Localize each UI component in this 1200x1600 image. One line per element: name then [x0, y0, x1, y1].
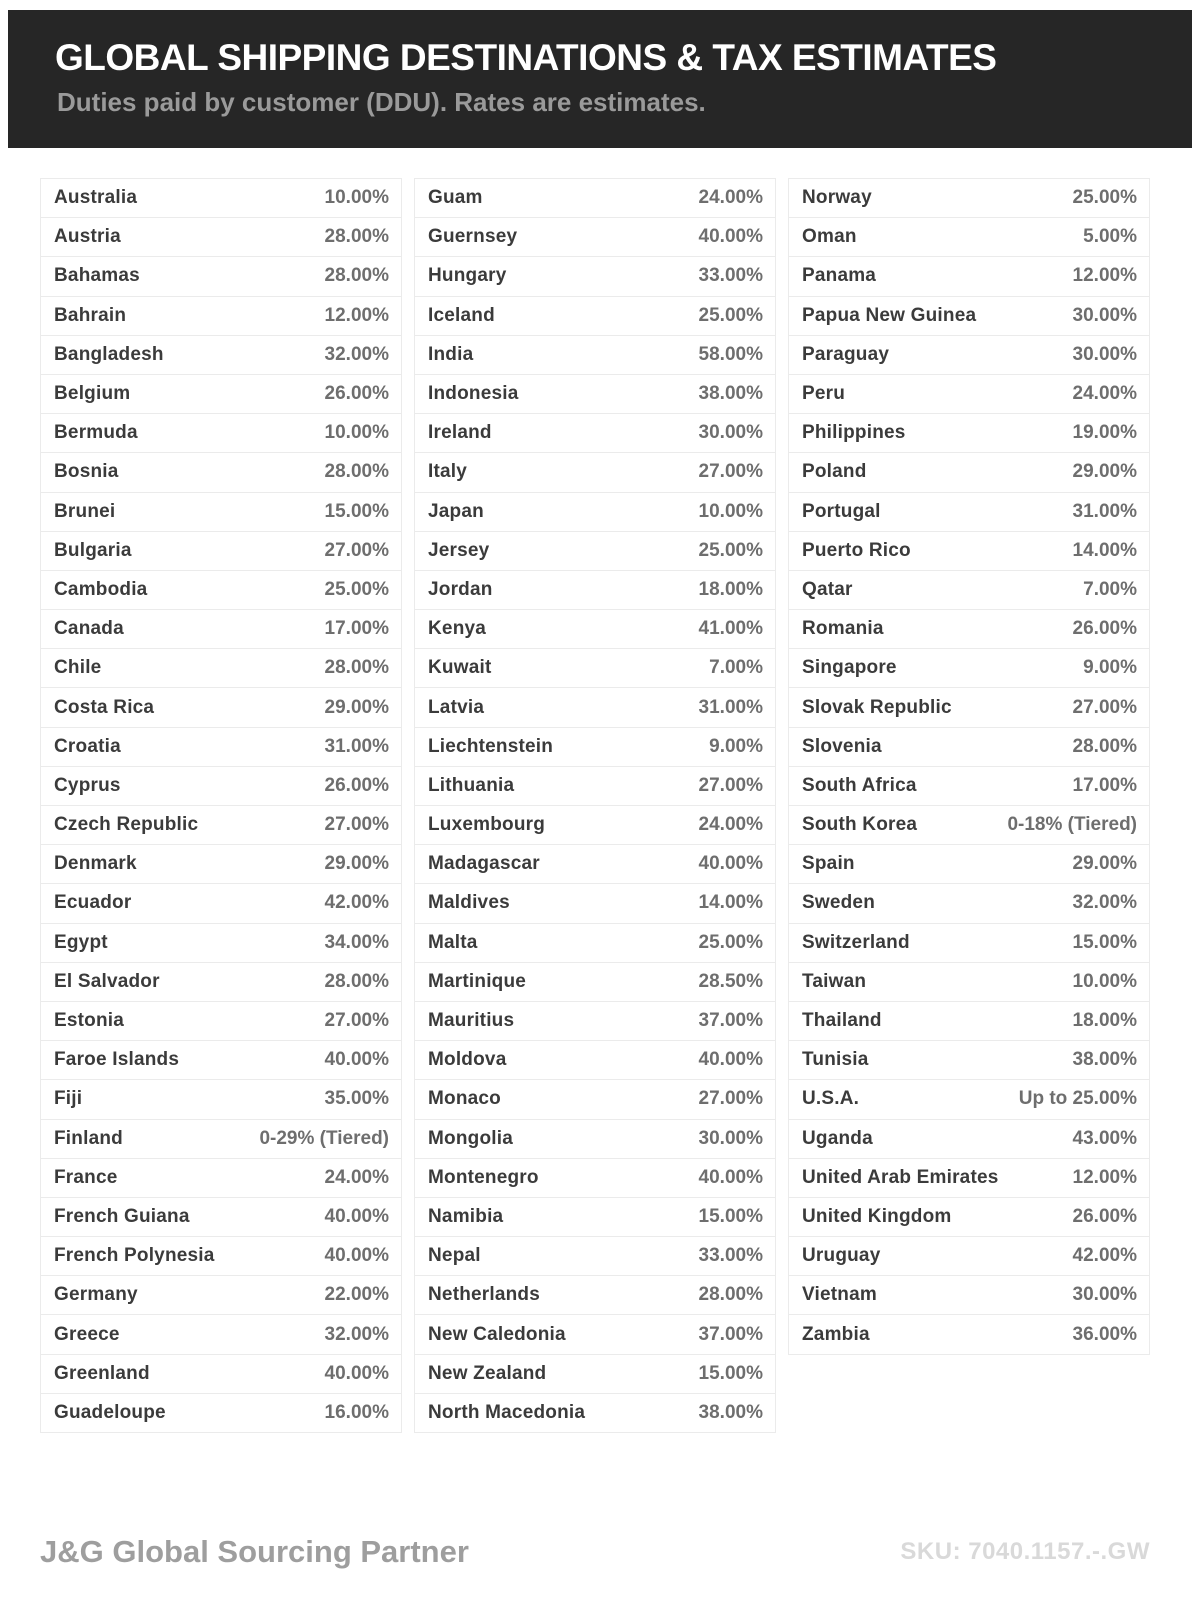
tax-rate: 34.00%: [324, 931, 389, 953]
country-name: Norway: [802, 187, 872, 209]
tax-rate: 0-29% (Tiered): [259, 1127, 389, 1149]
country-row: [415, 1198, 775, 1237]
country-name: Guam: [428, 187, 483, 209]
tax-rate: 33.00%: [698, 265, 763, 287]
country-name: Guernsey: [428, 226, 518, 248]
country-name: Cyprus: [54, 774, 121, 796]
tax-rate: 27.00%: [324, 1010, 389, 1032]
country-row: [415, 1237, 775, 1276]
country-row: [789, 649, 1149, 688]
country-row: [415, 414, 775, 453]
country-row: [415, 493, 775, 532]
country-row: [415, 336, 775, 375]
country-name: Poland: [802, 461, 867, 483]
tax-rate: 27.00%: [324, 814, 389, 836]
tax-rate: 27.00%: [324, 539, 389, 561]
country-row: [789, 532, 1149, 571]
country-row: [789, 806, 1149, 845]
country-row: [41, 257, 401, 296]
tax-rate: 29.00%: [324, 853, 389, 875]
tax-rate: 25.00%: [698, 539, 763, 561]
country-row: [41, 924, 401, 963]
country-name: India: [428, 343, 474, 365]
country-row: [789, 610, 1149, 649]
country-name: Monaco: [428, 1088, 501, 1110]
country-row: [41, 336, 401, 375]
country-row: [41, 1041, 401, 1080]
tax-rate: 14.00%: [1072, 539, 1137, 561]
tax-rate: 12.00%: [1072, 265, 1137, 287]
tax-rate: 15.00%: [698, 1205, 763, 1227]
tax-rate: 26.00%: [324, 774, 389, 796]
tax-rate: 28.00%: [324, 461, 389, 483]
country-name: Australia: [54, 187, 138, 209]
country-name: Jordan: [428, 578, 493, 600]
country-name: Lithuania: [428, 774, 515, 796]
tax-rate: 7.00%: [1083, 578, 1137, 600]
country-name: Moldova: [428, 1049, 507, 1071]
tax-rate: 40.00%: [324, 1245, 389, 1267]
country-name: Mongolia: [428, 1127, 513, 1149]
country-name: France: [54, 1166, 118, 1188]
tax-rate: 25.00%: [698, 304, 763, 326]
tax-rate: 40.00%: [698, 226, 763, 248]
tax-rate: 24.00%: [698, 187, 763, 209]
country-name: Vietnam: [802, 1284, 877, 1306]
tax-rate: 15.00%: [1072, 931, 1137, 953]
tax-rate: 25.00%: [324, 578, 389, 600]
country-name: Fiji: [54, 1088, 83, 1110]
tax-rate: 27.00%: [1072, 696, 1137, 718]
country-name: Bosnia: [54, 461, 119, 483]
country-name: Mauritius: [428, 1010, 515, 1032]
country-row: [789, 414, 1149, 453]
sku-label: SKU: 7040.1157.-.GW: [900, 1538, 1150, 1565]
country-row: [415, 610, 775, 649]
tax-rate: 10.00%: [324, 422, 389, 444]
country-name: Singapore: [802, 657, 897, 679]
country-name: New Zealand: [428, 1362, 547, 1384]
country-name: Brunei: [54, 500, 116, 522]
country-row: [41, 297, 401, 336]
country-row: [789, 336, 1149, 375]
tax-rate: 30.00%: [1072, 1284, 1137, 1306]
tax-rate: 58.00%: [698, 343, 763, 365]
tax-rate: 38.00%: [698, 1401, 763, 1423]
country-row: [41, 728, 401, 767]
country-row: [789, 1002, 1149, 1041]
country-name: Japan: [428, 500, 484, 522]
country-name: Cambodia: [54, 578, 148, 600]
country-row: [415, 649, 775, 688]
tax-rate: 29.00%: [1072, 853, 1137, 875]
country-name: Ireland: [428, 422, 492, 444]
tax-rate: 17.00%: [1072, 774, 1137, 796]
tax-rate: 10.00%: [1072, 970, 1137, 992]
country-row: [41, 493, 401, 532]
tax-rate: 40.00%: [324, 1362, 389, 1384]
country-row: [789, 924, 1149, 963]
country-name: Bahamas: [54, 265, 140, 287]
country-row: [789, 1198, 1149, 1237]
tax-rate: 28.00%: [324, 265, 389, 287]
country-row: [41, 1002, 401, 1041]
tax-rate: 28.00%: [698, 1284, 763, 1306]
country-row: [41, 1355, 401, 1394]
country-row: [789, 963, 1149, 1002]
country-name: Croatia: [54, 735, 121, 757]
tax-rate: 27.00%: [698, 461, 763, 483]
tax-rate: 28.50%: [698, 970, 763, 992]
country-name: Portugal: [802, 500, 881, 522]
country-name: Bahrain: [54, 304, 127, 326]
tax-rate: 19.00%: [1072, 422, 1137, 444]
country-row: [41, 610, 401, 649]
country-name: Oman: [802, 226, 857, 248]
country-row: [415, 845, 775, 884]
country-name: Czech Republic: [54, 814, 199, 836]
country-row: [41, 806, 401, 845]
tax-rate: 35.00%: [324, 1088, 389, 1110]
country-name: Finland: [54, 1127, 123, 1149]
tax-rate: 32.00%: [1072, 892, 1137, 914]
country-row: [415, 453, 775, 492]
country-name: Guadeloupe: [54, 1401, 166, 1423]
country-name: Iceland: [428, 304, 495, 326]
tax-rate: 37.00%: [698, 1323, 763, 1345]
country-row: [41, 571, 401, 610]
country-name: Philippines: [802, 422, 906, 444]
tax-rate: 5.00%: [1083, 226, 1137, 248]
country-row: [789, 1159, 1149, 1198]
country-name: United Arab Emirates: [802, 1166, 999, 1188]
country-name: Puerto Rico: [802, 539, 911, 561]
country-row: [789, 218, 1149, 257]
country-name: Canada: [54, 618, 124, 640]
country-row: [41, 1080, 401, 1119]
country-row: [415, 532, 775, 571]
tax-rate: 40.00%: [698, 1166, 763, 1188]
tax-rate: 26.00%: [1072, 618, 1137, 640]
country-row: [789, 884, 1149, 923]
country-name: Martinique: [428, 970, 527, 992]
tax-rate: 24.00%: [324, 1166, 389, 1188]
country-name: Peru: [802, 383, 846, 405]
country-row: [415, 1315, 775, 1354]
country-row: [41, 1120, 401, 1159]
tax-rate: 14.00%: [698, 892, 763, 914]
country-row: [41, 179, 401, 218]
country-name: Taiwan: [802, 970, 867, 992]
country-name: North Macedonia: [428, 1401, 586, 1423]
tax-rate: 16.00%: [324, 1401, 389, 1423]
country-row: [415, 1120, 775, 1159]
tax-rate: 37.00%: [698, 1010, 763, 1032]
country-row: [41, 649, 401, 688]
country-name: Egypt: [54, 931, 108, 953]
country-row: [789, 1276, 1149, 1315]
country-name: Madagascar: [428, 853, 540, 875]
tax-rate: 40.00%: [698, 853, 763, 875]
country-row: [415, 1041, 775, 1080]
country-row: [415, 688, 775, 727]
country-name: New Caledonia: [428, 1323, 566, 1345]
country-name: Maldives: [428, 892, 510, 914]
tax-rate: 15.00%: [698, 1362, 763, 1384]
country-row: [41, 884, 401, 923]
country-row: [415, 218, 775, 257]
country-row: [41, 845, 401, 884]
country-row: [41, 1315, 401, 1354]
country-row: [41, 688, 401, 727]
country-name: Ecuador: [54, 892, 132, 914]
header-banner: [8, 10, 1192, 148]
tax-rate: 22.00%: [324, 1284, 389, 1306]
country-row: [415, 179, 775, 218]
country-name: Namibia: [428, 1205, 504, 1227]
country-row: [789, 688, 1149, 727]
country-name: Nepal: [428, 1245, 481, 1267]
country-name: Netherlands: [428, 1284, 541, 1306]
country-row: [789, 375, 1149, 414]
tax-rate: 27.00%: [698, 774, 763, 796]
country-name: French Polynesia: [54, 1245, 215, 1267]
country-row: [789, 845, 1149, 884]
country-row: [789, 1080, 1149, 1119]
country-name: Liechtenstein: [428, 735, 554, 757]
tax-rate: 26.00%: [1072, 1205, 1137, 1227]
tax-rate: 18.00%: [698, 578, 763, 600]
country-row: [415, 884, 775, 923]
page-footer: [40, 1534, 1150, 1570]
country-name: Panama: [802, 265, 877, 287]
country-name: Kuwait: [428, 657, 492, 679]
tax-rate: 12.00%: [1072, 1166, 1137, 1188]
tax-rate: 0-18% (Tiered): [1007, 814, 1137, 836]
country-name: Paraguay: [802, 343, 890, 365]
country-row: [789, 728, 1149, 767]
tax-rate: 9.00%: [709, 735, 763, 757]
country-row: [415, 257, 775, 296]
country-name: Bermuda: [54, 422, 138, 444]
country-name: Bulgaria: [54, 539, 132, 561]
country-row: [415, 924, 775, 963]
country-name: Qatar: [802, 578, 853, 600]
country-row: [41, 767, 401, 806]
country-row: [415, 1159, 775, 1198]
tax-rate: 40.00%: [698, 1049, 763, 1071]
tax-rate: 27.00%: [698, 1088, 763, 1110]
country-name: Hungary: [428, 265, 507, 287]
country-name: Costa Rica: [54, 696, 155, 718]
tax-rate: 30.00%: [698, 1127, 763, 1149]
rates-column-3: [788, 178, 1150, 1355]
country-name: French Guiana: [54, 1205, 190, 1227]
country-row: [415, 375, 775, 414]
country-name: Greenland: [54, 1362, 150, 1384]
country-row: [789, 453, 1149, 492]
tax-rate: 30.00%: [1072, 304, 1137, 326]
country-row: [789, 1315, 1149, 1354]
tax-rate: 28.00%: [324, 226, 389, 248]
country-row: [41, 1276, 401, 1315]
country-row: [789, 767, 1149, 806]
tax-rate: 25.00%: [698, 931, 763, 953]
country-name: Faroe Islands: [54, 1049, 180, 1071]
country-name: Slovenia: [802, 735, 882, 757]
tax-rate: 15.00%: [324, 500, 389, 522]
tax-rate: 12.00%: [324, 304, 389, 326]
country-name: Belgium: [54, 383, 131, 405]
country-name: Zambia: [802, 1323, 870, 1345]
country-name: Papua New Guinea: [802, 304, 977, 326]
tax-rate: 29.00%: [324, 696, 389, 718]
tax-rate: 10.00%: [698, 500, 763, 522]
country-name: Uruguay: [802, 1245, 881, 1267]
country-name: Spain: [802, 853, 855, 875]
tax-rate: 26.00%: [324, 383, 389, 405]
country-name: South Africa: [802, 774, 917, 796]
tax-rate: 40.00%: [324, 1049, 389, 1071]
country-row: [415, 1355, 775, 1394]
country-name: Switzerland: [802, 931, 910, 953]
tax-rate: 42.00%: [1072, 1245, 1137, 1267]
country-name: Jersey: [428, 539, 490, 561]
tax-rate: 33.00%: [698, 1245, 763, 1267]
country-name: Italy: [428, 461, 468, 483]
country-row: [41, 1198, 401, 1237]
country-name: Greece: [54, 1323, 120, 1345]
tax-rate: 43.00%: [1072, 1127, 1137, 1149]
country-row: [789, 1237, 1149, 1276]
tax-rate: 28.00%: [1072, 735, 1137, 757]
country-row: [41, 375, 401, 414]
tax-rate: 40.00%: [324, 1205, 389, 1227]
country-name: Austria: [54, 226, 121, 248]
country-name: Latvia: [428, 696, 485, 718]
country-name: Luxembourg: [428, 814, 546, 836]
tax-rate: 30.00%: [1072, 343, 1137, 365]
country-row: [41, 1394, 401, 1433]
country-name: Indonesia: [428, 383, 519, 405]
brand-name: J&G Global Sourcing Partner: [40, 1534, 469, 1569]
country-row: [789, 1120, 1149, 1159]
tax-rate: 24.00%: [698, 814, 763, 836]
country-name: Denmark: [54, 853, 137, 875]
country-row: [789, 493, 1149, 532]
tax-rate: 42.00%: [324, 892, 389, 914]
country-row: [415, 963, 775, 1002]
country-name: United Kingdom: [802, 1205, 952, 1227]
country-row: [415, 1080, 775, 1119]
country-name: Slovak Republic: [802, 696, 952, 718]
country-row: [41, 1159, 401, 1198]
country-name: Chile: [54, 657, 102, 679]
tax-rate: 32.00%: [324, 1323, 389, 1345]
country-row: [415, 571, 775, 610]
country-row: [41, 532, 401, 571]
country-row: [415, 1276, 775, 1315]
country-row: [41, 414, 401, 453]
tax-rate: 38.00%: [1072, 1049, 1137, 1071]
country-name: Thailand: [802, 1010, 882, 1032]
tax-rate: 29.00%: [1072, 461, 1137, 483]
tax-rate: 7.00%: [709, 657, 763, 679]
country-row: [415, 1002, 775, 1041]
country-row: [415, 806, 775, 845]
tax-rate: 10.00%: [324, 187, 389, 209]
country-name: Kenya: [428, 618, 487, 640]
tax-rate: 9.00%: [1083, 657, 1137, 679]
country-name: Tunisia: [802, 1049, 869, 1071]
country-row: [415, 728, 775, 767]
tax-rate: Up to 25.00%: [1018, 1088, 1137, 1110]
country-name: Romania: [802, 618, 884, 640]
country-row: [789, 1041, 1149, 1080]
country-row: [415, 1394, 775, 1433]
tax-rate: 17.00%: [324, 618, 389, 640]
country-name: El Salvador: [54, 970, 160, 992]
country-row: [41, 963, 401, 1002]
tax-rate: 36.00%: [1072, 1323, 1137, 1345]
country-row: [415, 297, 775, 336]
tax-rate: 24.00%: [1072, 383, 1137, 405]
country-row: [789, 257, 1149, 296]
country-row: [415, 767, 775, 806]
country-name: Montenegro: [428, 1166, 539, 1188]
tax-rate: 31.00%: [324, 735, 389, 757]
country-row: [41, 218, 401, 257]
tax-rate: 28.00%: [324, 970, 389, 992]
country-row: [41, 1237, 401, 1276]
page-subtitle: Duties paid by customer (DDU). Rates are estimates.: [57, 87, 706, 117]
tax-rate: 18.00%: [1072, 1010, 1137, 1032]
tax-rate: 31.00%: [1072, 500, 1137, 522]
page-title: GLOBAL SHIPPING DESTINATIONS & TAX ESTIMATES: [55, 37, 997, 78]
tax-rate: 38.00%: [698, 383, 763, 405]
country-name: Bangladesh: [54, 343, 164, 365]
rates-column-2: [414, 178, 776, 1433]
tax-rate: 32.00%: [324, 343, 389, 365]
country-name: Estonia: [54, 1010, 125, 1032]
country-name: Uganda: [802, 1127, 873, 1149]
country-name: Germany: [54, 1284, 138, 1306]
rates-column-1: [40, 178, 402, 1433]
country-row: [789, 297, 1149, 336]
country-row: [789, 571, 1149, 610]
country-name: U.S.A.: [802, 1088, 860, 1110]
country-name: Malta: [428, 931, 478, 953]
country-name: Sweden: [802, 892, 875, 914]
tax-rate: 28.00%: [324, 657, 389, 679]
tax-rate: 30.00%: [698, 422, 763, 444]
tax-rate: 31.00%: [698, 696, 763, 718]
country-row: [789, 179, 1149, 218]
country-name: South Korea: [802, 814, 918, 836]
tax-rate: 41.00%: [698, 618, 763, 640]
tax-rate: 25.00%: [1072, 187, 1137, 209]
country-row: [41, 453, 401, 492]
tax-rates-grid: [40, 178, 1150, 1433]
